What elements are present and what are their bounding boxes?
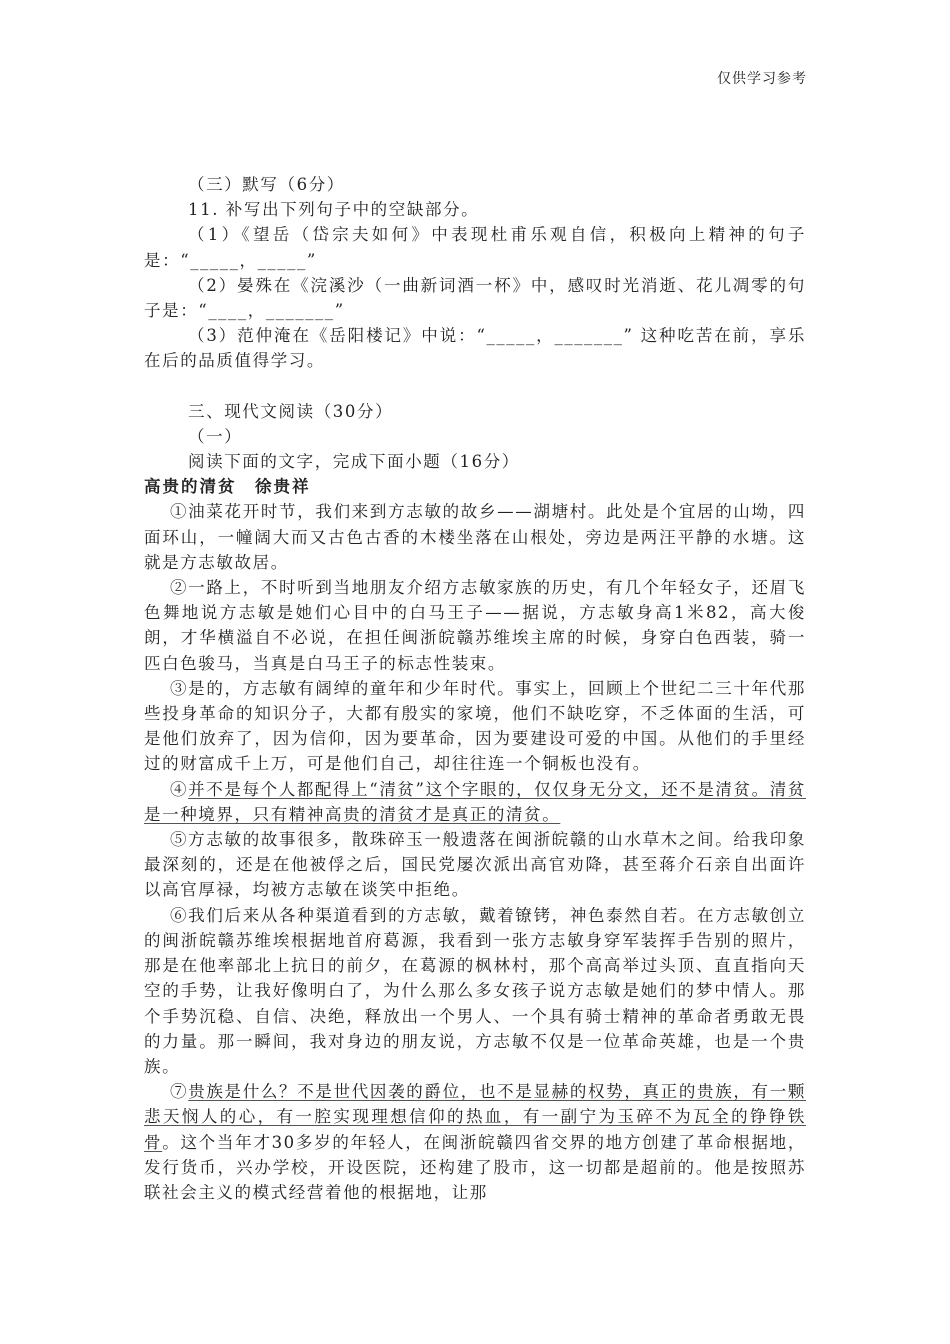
paragraph-4-number: ④ <box>170 779 189 799</box>
paragraph-2: ②一路上，不时听到当地朋友介绍方志敏家族的历史，有几个年轻女子，还眉飞色舞地说方志敏是她们心目中的白马王子——据说，方志敏身高1米82，高大俊朗，才华横溢自不必说，在担任闽浙皖赣苏维埃主席的时候，身穿白色西装，骑一匹白色骏马，当真是白马王子的标志性装束。 <box>144 578 806 673</box>
header-note: 仅供学习参考 <box>717 71 807 87</box>
question-11: 11. 补写出下列句子中的空缺部分。 <box>188 200 480 220</box>
question-11-item-2: （2）晏殊在《浣溪沙（一曲新词酒一杯》中，感叹时光消逝、花儿凋零的句子是：“____，_______” <box>144 275 806 321</box>
paragraph-5: ⑤方志敏的故事很多，散珠碎玉一般遗落在闽浙皖赣的山水草木之间。给我印象最深刻的，还是在他被俘之后，国民党屡次派出高官劝降，甚至蒋介石亲自出面许以高官厚禄，均被方志敏在谈笑中拒绝。 <box>144 830 806 900</box>
section-heading-dictation: （三）默写（6分） <box>188 175 345 194</box>
question-11-item-1: （1）《望岳（岱宗夫如何》中表现杜甫乐观自信，积极向上精神的句子是：“_____，_____” <box>144 225 806 270</box>
paragraph-7-underlined: 贵族是什么？不是世代因袭的爵位，也不是显赫的权势，真正的贵族，有一颗悲天悯人的心，有一腔实现理想信仰的热血，有一副宁为玉碎不为瓦全的铮铮铁骨 <box>144 1082 806 1152</box>
question-11-item-3: （3）范仲淹在《岳阳楼记》中说：“_____，_______” 这种吃苦在前，享乐在后的品质值得学习。 <box>144 326 806 371</box>
paragraph-7-rest: 。这个当年才30多岁的年轻人，在闽浙皖赣四省交界的地方创建了革命根据地，发行货币，兴办学校，开设医院，还构建了股市，这一切都是超前的。他是按照苏联社会主义的模式经营着他的根据地，让那 <box>144 1132 806 1202</box>
article-title: 高贵的清贫 徐贵祥 <box>144 477 311 497</box>
paragraph-6: ⑥我们后来从各种渠道看到的方志敏，戴着镣铐，神色泰然自若。在方志敏创立的闽浙皖赣苏维埃根据地首府葛源，我看到一张方志敏身穿军装挥手告别的照片，那是在他率部北上抗日的前夕，在葛源的枫林村，那个高高举过头顶、直直指向天空的手势，让我好像明白了，为什么那么多女孩子说方志敏是她们的梦中情人。那个手势沉稳、自信、决绝，释放出一个男人、一个具有骑士精神的革命者勇敢无畏的力量。那一瞬间，我对身边的朋友说，方志敏不仅是一位革命英雄，也是一个贵族。 <box>144 905 806 1076</box>
paragraph-7-number: ⑦ <box>170 1082 189 1102</box>
document-body <box>144 172 806 1205</box>
paragraph-1: ①油菜花开时节，我们来到方志敏的故乡——湖塘村。此处是个宜居的山坳，四面环山，一幢阔大而又古色古香的木楼坐落在山根处，旁边是两汪平静的水塘。这就是方志敏故居。 <box>144 502 806 572</box>
section-gap <box>144 374 806 399</box>
reading-instruction: 阅读下面的文字，完成下面小题（16分） <box>188 452 520 472</box>
paragraph-7 <box>144 1079 806 1205</box>
paragraph-4 <box>144 777 806 827</box>
paragraph-3: ③是的，方志敏有阔绰的童年和少年时代。事实上，回顾上个世纪二三十年代那些投身革命的知识分子，大都有殷实的家境，他们不缺吃穿，不乏体面的生活，可是他们放弃了，因为信仰，因为要革命，因为要建设可爱的中国。从他们的手里经过的财富成千上万，可是他们自己，却往往连一个铜板也没有。 <box>144 678 806 774</box>
section-heading-modern-reading: 三、现代文阅读（30分） <box>188 401 394 421</box>
paragraph-4-underlined: 并不是每个人都配得上“清贫”这个字眼的，仅仅身无分文，还不是清贫。清贫是一种境界，只有精神高贵的清贫才是真正的清贫。 <box>144 779 806 824</box>
subsection-label: （一） <box>188 426 243 446</box>
